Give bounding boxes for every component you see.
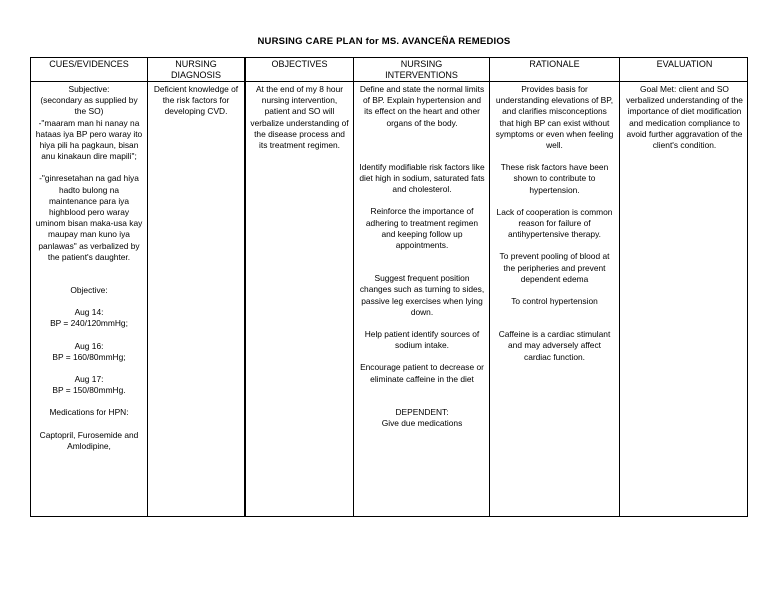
header-diagnosis-line-1: NURSING <box>175 59 217 69</box>
dependent-label: DEPENDENT: <box>395 406 449 417</box>
evaluation-column <box>623 84 746 151</box>
intervention-item: Encourage patient to decrease or eliminate caffeine in the diet <box>360 362 484 384</box>
diagnosis-column <box>152 84 240 118</box>
rationale-item: To prevent pooling of blood at the peripheries and prevent dependent edema <box>499 251 610 284</box>
header-divider <box>31 81 747 82</box>
bp-reading: BP = 240/120mmHg; <box>50 318 128 329</box>
subjective-quote-2: -"ginresetahan na gad hiya hadto bulong na maintenance para iya highblood pero waray uminom bisan maka-usa kay maupay man kuno iya panlawas" as verbalized by the patient's daughter. <box>35 173 143 262</box>
subjective-quote-1: -"maaram man hi nanay na hataas iya BP pero waray ito hiya pili ha pagkaun, bisan anu kinakaun dire mapili"; <box>35 117 143 162</box>
diagnosis-text: Deficient knowledge of the risk factors for developing CVD. <box>153 84 239 117</box>
header-rationale-label: RATIONALE <box>529 59 580 69</box>
header-rationale <box>490 59 619 70</box>
header-evaluation-label: EVALUATION <box>656 59 713 69</box>
dependent-text: Give due medications <box>381 418 463 429</box>
header-objectives <box>246 59 353 70</box>
intervention-item: Identify modifiable risk factors like diet high in sodium, saturated fats and cholesterol. <box>359 161 485 195</box>
rationale-item: Lack of cooperation is common reason for failure of antihypertensive therapy. <box>496 206 613 240</box>
cues-column <box>34 84 144 452</box>
bp-reading: BP = 150/80mmHg. <box>52 385 126 396</box>
bp-date: Aug 16: <box>74 340 104 351</box>
medications-list: Captopril, Furosemide and Amlodipine, <box>39 429 139 451</box>
column-divider <box>353 58 354 516</box>
rationale-item: Provides basis for understanding elevations of BP, and clarifies misconceptions that high BP can exist without symptoms or even when feeling well. <box>495 84 614 151</box>
care-plan-table <box>30 57 748 517</box>
objectives-column <box>250 84 349 151</box>
rationale-item: These risk factors have been shown to contribute to hypertension. <box>500 162 609 195</box>
medications-label: Medications for HPN: <box>49 407 129 418</box>
intervention-item: Help patient identify sources of sodium intake. <box>364 329 480 351</box>
interventions-column <box>359 84 485 429</box>
rationale-item: To control hypertension <box>511 296 598 307</box>
intervention-item: Define and state the normal limits of BP. Explain hypertension and its effect on the heart and other organs of the body. <box>359 84 485 128</box>
evaluation-text: Goal Met: client and SO verbalized understanding of the importance of diet modification and medication compliance to avoid further aggravation of the client's condition. <box>626 84 743 151</box>
bp-date: Aug 17: <box>74 374 104 385</box>
column-divider <box>244 58 246 516</box>
bp-reading: BP = 160/80mmHg; <box>52 351 126 362</box>
header-diagnosis-line-2: DIAGNOSIS <box>170 70 221 80</box>
rationale-item: Caffeine is a cardiac stimulant and may adversely affect cardiac function. <box>498 329 611 362</box>
column-divider <box>489 58 490 516</box>
header-cues-label: CUES/EVIDENCES <box>49 59 129 69</box>
header-cues <box>31 59 147 70</box>
subjective-source: (secondary as supplied by the SO) <box>40 95 138 117</box>
objectives-text: At the end of my 8 hour nursing intervention, patient and SO will verbalize understanding of the disease process and its treatment regimen. <box>250 84 349 151</box>
subjective-label: Subjective: <box>68 84 110 94</box>
objective-label: Objective: <box>70 285 108 296</box>
intervention-item: Reinforce the importance of adhering to treatment regimen and keeping follow up appointments. <box>365 206 479 251</box>
bp-date: Aug 14: <box>74 307 104 318</box>
column-divider <box>147 58 148 516</box>
header-interventions <box>354 59 489 81</box>
header-interventions-line-1: NURSING <box>400 59 443 69</box>
header-diagnosis <box>148 59 244 81</box>
header-interventions-line-2: INTERVENTIONS <box>385 70 458 80</box>
header-evaluation <box>620 59 749 70</box>
page-title: NURSING CARE PLAN for MS. AVANCEÑA REMEDIOS <box>257 36 511 47</box>
rationale-column <box>494 84 615 363</box>
intervention-item: Suggest frequent position changes such as turning to sides, passive leg exercises when lying down. <box>359 273 485 317</box>
column-divider <box>619 58 620 516</box>
header-objectives-label: OBJECTIVES <box>271 59 328 69</box>
